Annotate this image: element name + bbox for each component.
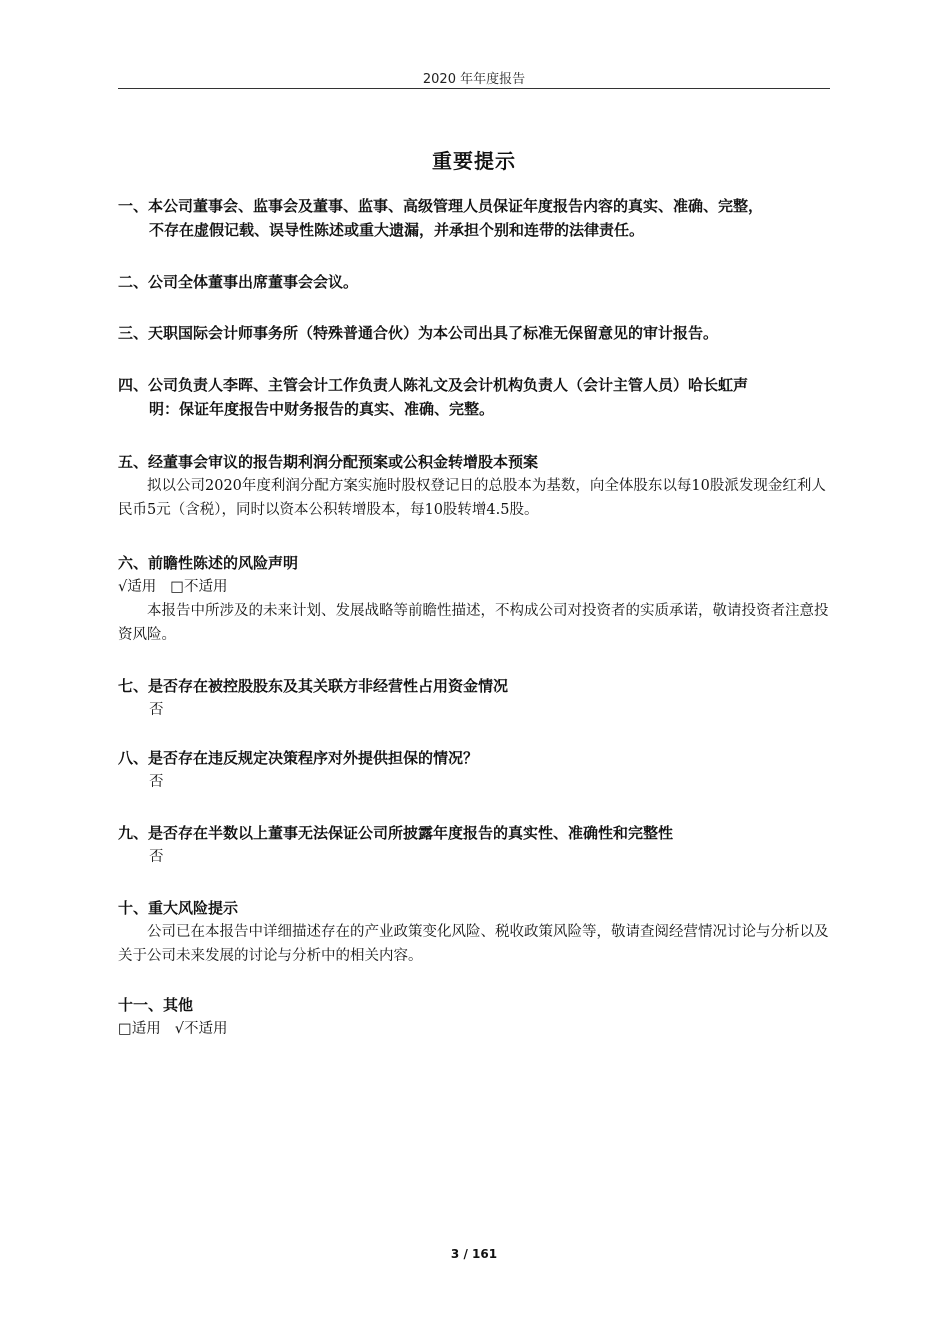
section-7-heading: 七、是否存在被控股股东及其关联方非经营性占用资金情况 — [118, 677, 509, 695]
section-6-heading: 六、前瞻性陈述的风险声明 — [118, 554, 299, 572]
section-10-body: 公司已在本报告中详细描述存在的产业政策变化风险、税收政策风险等，敬请查阅经营情况讨论与分析以及关于公司未来发展的讨论与分析中的相关内容。 — [118, 924, 829, 964]
section-6-applicable-option: √适用 — [118, 579, 157, 595]
section-4 — [118, 373, 832, 421]
section-6-not-applicable-option: □不适用 — [170, 579, 228, 595]
section-11 — [118, 993, 832, 1041]
section-9-answer: 否 — [149, 849, 164, 865]
section-8 — [118, 746, 832, 794]
section-6-options — [118, 575, 832, 599]
section-4-heading — [118, 373, 832, 421]
section-11-heading: 十一、其他 — [118, 996, 194, 1014]
section-11-options — [118, 1017, 832, 1041]
page-number: 3 / 161 — [450, 1247, 498, 1261]
section-1-line-2: 不存在虚假记载、误导性陈述或重大遗漏，并承担个别和连带的法律责任。 — [149, 221, 645, 239]
header-divider — [118, 88, 830, 89]
section-6 — [118, 551, 832, 647]
section-7-answer: 否 — [149, 702, 164, 718]
section-5 — [118, 450, 832, 522]
section-2-heading: 二、公司全体董事出席董事会会议。 — [118, 273, 359, 291]
section-10-heading: 十、重大风险提示 — [118, 899, 239, 917]
section-5-heading: 五、经董事会审议的报告期利润分配预案或公积金转增股本预案 — [118, 453, 539, 471]
section-8-answer: 否 — [149, 774, 164, 790]
section-8-heading: 八、是否存在违反规定决策程序对外提供担保的情况？ — [118, 749, 479, 767]
section-11-not-applicable-option: √不适用 — [174, 1021, 228, 1037]
section-11-applicable-option: □适用 — [118, 1021, 161, 1037]
section-7 — [118, 674, 832, 722]
section-5-body: 拟以公司2020年度利润分配方案实施时股权登记日的总股本为基数，向全体股东以每10股派发现金红利人民币5元（含税），同时以资本公积转增股本，每10股转增4.5股。 — [118, 478, 826, 518]
section-6-body: 本报告中所涉及的未来计划、发展战略等前瞻性描述，不构成公司对投资者的实质承诺，敬请投资者注意投资风险。 — [118, 603, 829, 643]
section-1-line-1: 一、本公司董事会、监事会及董事、监事、高级管理人员保证年度报告内容的真实、准确、完整， — [118, 197, 764, 215]
page-header: 2020 年年度报告 — [422, 72, 526, 87]
section-1 — [118, 194, 832, 242]
section-4-line-2: 明：保证年度报告中财务报告的真实、准确、完整。 — [149, 400, 495, 418]
section-9 — [118, 821, 832, 869]
section-10 — [118, 896, 832, 968]
section-1-heading — [118, 194, 832, 242]
document-title: 重要提示 — [432, 149, 516, 173]
section-9-heading: 九、是否存在半数以上董事无法保证公司所披露年度报告的真实性、准确性和完整性 — [118, 824, 674, 842]
section-3 — [118, 321, 832, 345]
section-2 — [118, 270, 832, 294]
section-4-line-1: 四、公司负责人李晖、主管会计工作负责人陈礼文及会计机构负责人（会计主管人员）哈长虹声 — [118, 376, 749, 394]
section-3-heading: 三、天职国际会计师事务所（特殊普通合伙）为本公司出具了标准无保留意见的审计报告。 — [118, 324, 719, 342]
